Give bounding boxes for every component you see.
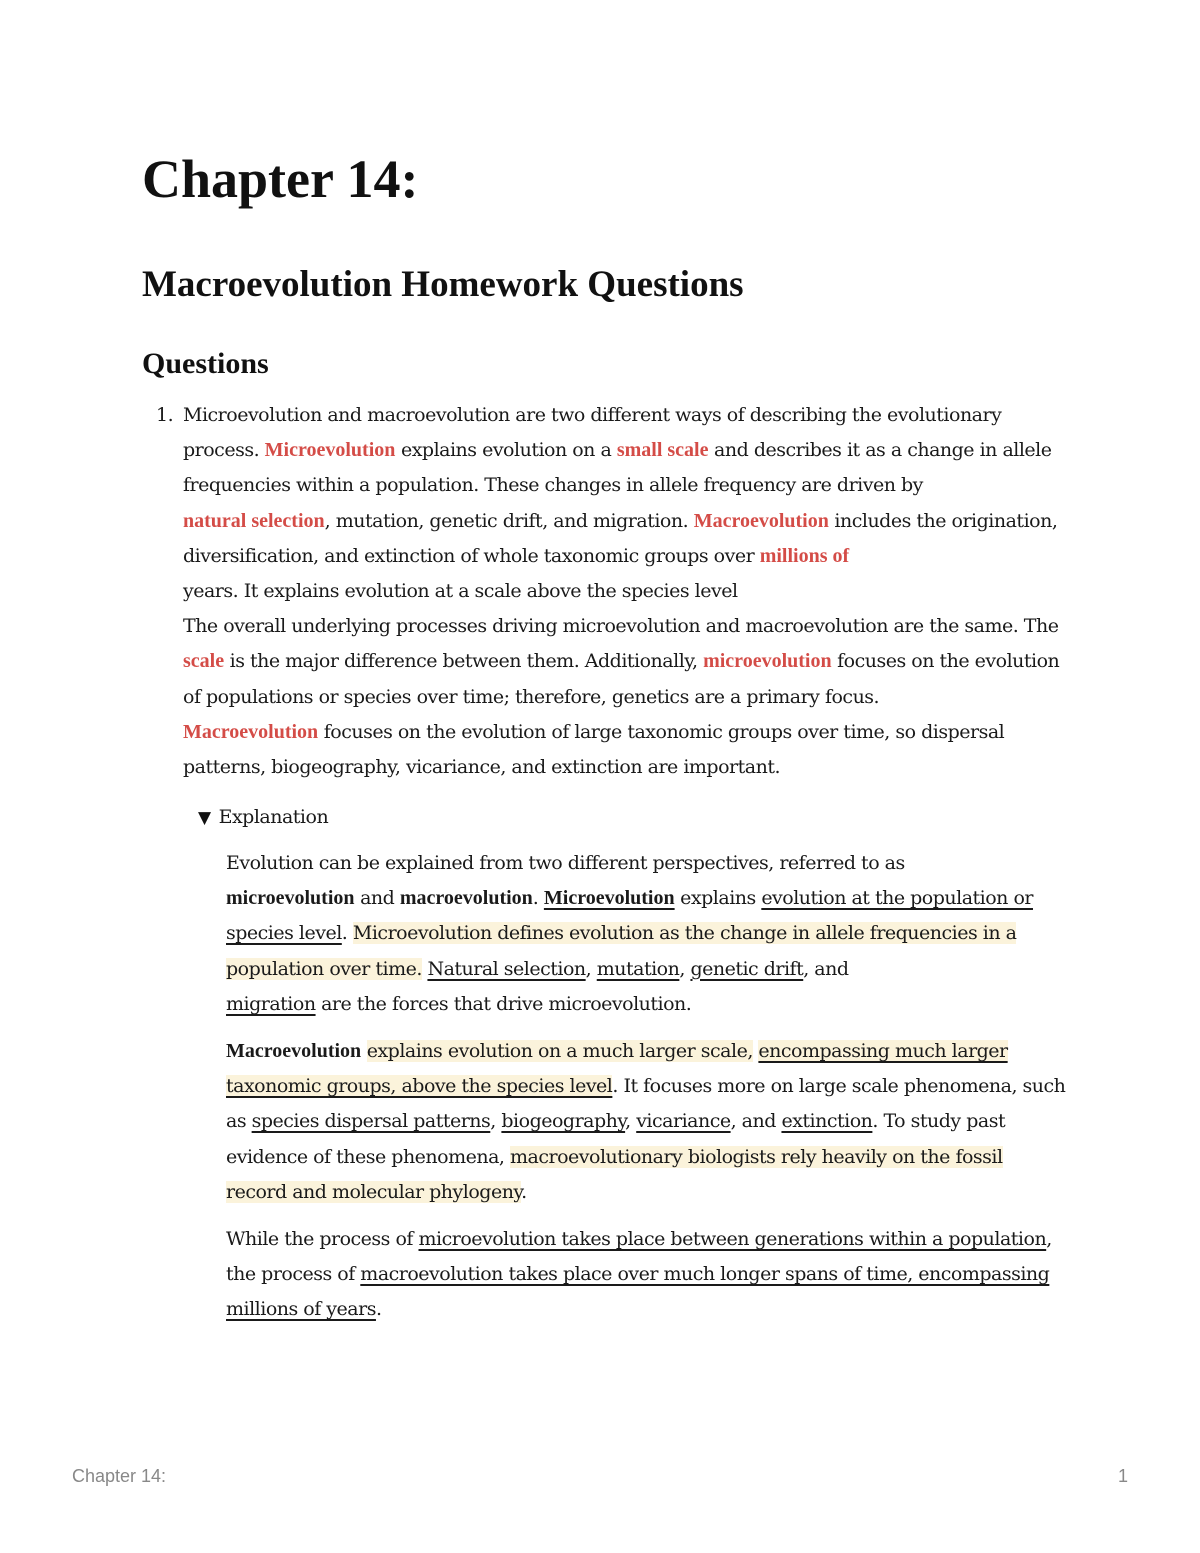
explanation-content	[226, 846, 1066, 1340]
underlined-text: vicariance	[636, 1110, 731, 1133]
text: .	[375, 1298, 382, 1321]
page-number: 1	[1118, 1466, 1129, 1486]
explanation-toggle[interactable]	[198, 800, 328, 836]
answer-text: years. It explains evolution at a scale above the species level	[183, 580, 738, 603]
text: ,	[490, 1110, 496, 1133]
underlined-text: Natural selection	[427, 957, 586, 980]
keyword-natural-selection: natural selection	[183, 509, 325, 532]
highlighted-text: explains evolution on a much larger scale,	[366, 1040, 753, 1063]
text: .	[532, 887, 539, 910]
answer-text: , mutation, genetic drift, and migration.	[324, 509, 689, 532]
underlined-text: genetic drift	[690, 957, 804, 980]
underlined-text: macroevolution takes place over much longer spans of time, encompassing millions of years	[226, 1263, 1050, 1321]
answer-text: is the major difference between them. Additionally,	[229, 650, 698, 673]
document-subtitle: Macroevolution Homework Questions	[142, 264, 744, 305]
bold-term: Macroevolution	[226, 1040, 362, 1063]
answer-text: and describes it as a change in allele frequencies within a population. These changes in allele frequency are driven by	[183, 439, 1052, 497]
explanation-paragraph-1	[226, 846, 1066, 1022]
footer-chapter-label: Chapter 14:	[72, 1466, 167, 1486]
underlined-text: migration	[226, 992, 316, 1015]
bold-term: microevolution	[226, 887, 355, 910]
keyword-scale: scale	[183, 650, 225, 673]
answer-text: explains evolution on a	[400, 439, 612, 462]
answer-text: The overall underlying processes driving microevolution and macroevolution are the same. The	[183, 615, 1059, 638]
text: and	[360, 887, 395, 910]
text: Evolution can be explained from two different perspectives, referred to as	[226, 852, 905, 874]
underlined-text: biogeography	[501, 1110, 626, 1133]
toggle-label: Explanation	[218, 806, 329, 828]
keyword-microevolution-2: microevolution	[703, 650, 832, 673]
underlined-text: mutation	[596, 957, 680, 980]
keyword-macroevolution-2: Macroevolution	[183, 720, 319, 743]
text: are the forces that drive microevolution.	[321, 992, 692, 1015]
underlined-text: microevolution takes place between generations within a population	[418, 1228, 1047, 1251]
text: . To study past evidence of these phenomena,	[226, 1110, 1006, 1168]
text: .	[341, 922, 348, 945]
highlighted-underlined-text: encompassing much larger taxonomic groups, above the species level	[226, 1040, 1008, 1098]
text: While the process of	[226, 1228, 413, 1251]
text: , and	[730, 1110, 776, 1133]
text: , and	[803, 957, 849, 980]
underlined-text: species dispersal patterns	[251, 1110, 491, 1133]
question-number: 1.	[156, 404, 174, 426]
keyword-small-scale: small scale	[616, 439, 709, 462]
text: ,	[625, 1110, 631, 1133]
answer-text: focuses on the evolution of populations or species over time; therefore, genetics are a primary focus.	[183, 650, 1060, 708]
answer-text: Microevolution and macroevolution are two different ways of describing the evolutionary process.	[183, 404, 1002, 462]
text: explains	[680, 887, 756, 910]
highlighted-text: macroevolutionary biologists rely heavily on the fossil record and molecular phylogeny	[226, 1145, 1003, 1203]
text: ,	[585, 957, 592, 980]
explanation-paragraph-3	[226, 1222, 1066, 1328]
keyword-macroevolution: Macroevolution	[693, 509, 829, 532]
text: .	[521, 1180, 527, 1203]
text: , the process of	[226, 1228, 1052, 1286]
underlined-text: evolution at the population or species level	[226, 887, 1033, 945]
question-1-answer	[183, 398, 1072, 785]
answer-text: includes the origination, diversification, and extinction of whole taxonomic groups over	[183, 509, 1058, 567]
keyword-millions-of: millions of	[759, 544, 850, 567]
answer-text: focuses on the evolution of large taxonomic groups over time, so dispersal patterns, biogeography, vicariance, and extinction are important.	[183, 720, 1005, 779]
text: ,	[679, 957, 685, 980]
underlined-text: extinction	[781, 1110, 873, 1133]
explanation-paragraph-2	[226, 1034, 1066, 1210]
bold-underlined-term: Microevolution	[543, 887, 675, 910]
question-list	[142, 398, 1072, 785]
triangle-down-icon[interactable]: ▼	[198, 808, 211, 828]
keyword-microevolution: Microevolution	[264, 439, 396, 462]
highlighted-text: Microevolution defines evolution as the change in allele frequencies in a population over time.	[226, 922, 1017, 980]
section-heading: Questions	[142, 347, 269, 380]
text: . It focuses more on large scale phenomena, such as	[226, 1075, 1066, 1133]
chapter-title: Chapter 14:	[142, 149, 419, 209]
bold-term: macroevolution	[399, 887, 533, 910]
